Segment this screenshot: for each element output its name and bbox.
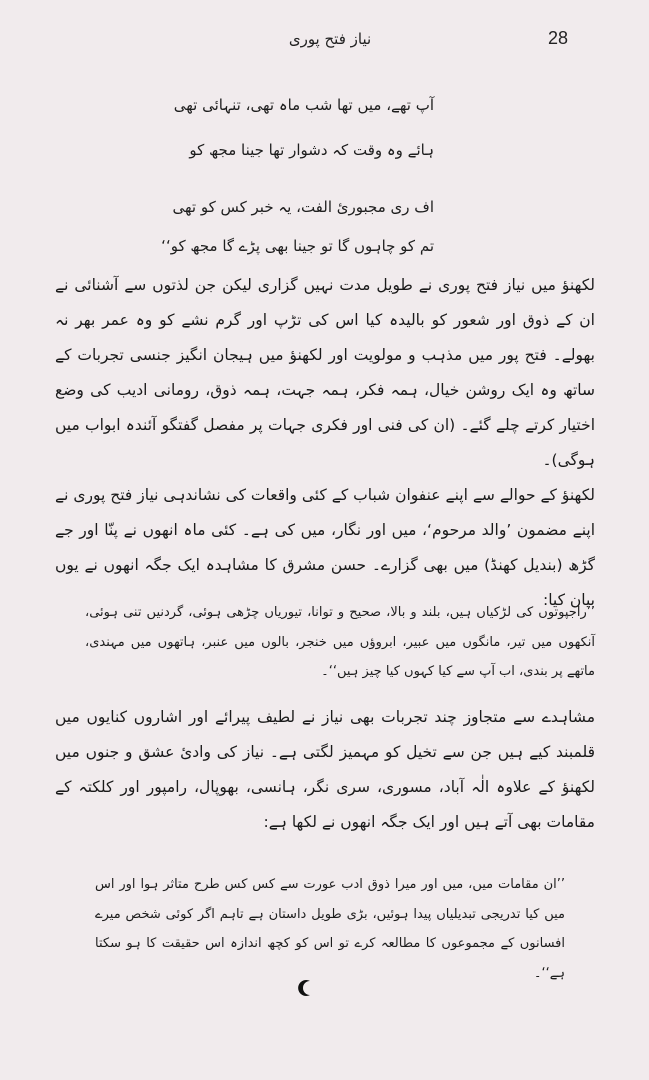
running-header-title: نیاز فتح پوری bbox=[288, 30, 372, 48]
paragraph-3: مشاہدے سے متجاوز چند تجربات بھی نیاز نے لطیف پیرائے اور اشاروں کنایوں میں قلمبند کیے ہیں جن سے تخیل کو مہمیز لگتی ہے۔ نیاز کی وادیٔ عشق و جنوں میں لکھنؤ کے علاوہ الٰہ آباد، مسوری، سری نگر، ہانسی، بھوپال، رامپور اور کلکتہ کے مقامات بھی آتے ہیں اور ایک جگہ انھوں نے لکھا ہے: bbox=[55, 708, 595, 831]
paragraph-2: لکھنؤ کے حوالے سے اپنے عنفوان شباب کے کئی واقعات کی نشاندہی نیاز فتح پوری نے اپنے مضمون ’والد مرحوم‘، میں اور نگار، میں کی ہے۔ کئی ماہ انھوں نے پنّا اور جے گڑھ (بندیل کھنڈ) میں بھی گزارے۔ حسن مشرق کا مشاہدہ ایک جگہ انھوں نے یوں بیان کیا: bbox=[55, 486, 595, 609]
paragraph-1: لکھنؤ میں نیاز فتح پوری نے طویل مدت نہیں گزاری لیکن جن لذتوں سے آشنائی نے ان کے ذوق اور شعور کو بالیدہ کیا اس کی تڑپ اور گرم نشے کو وہ عمر بھر نہ بھولے۔ فتح پور میں مذہب و مولویت اور لکھنؤ میں ہیجان انگیز جنسی تجربات کے ساتھ وہ ایک روشن خیال، ہمہ فکر، ہمہ جہت، ہمہ ذوق، رومانی ادیب کی وضع اختیار کرتے چلے گئے۔ (ان کی فنی اور فکری جہات پر مفصل گفتگو آئندہ ابواب میں ہوگی)۔ bbox=[55, 276, 595, 469]
page-number: 28 bbox=[548, 28, 569, 48]
poem-line-3: اف ری مجبوریٔ الفت، یہ خبر کس کو تھی bbox=[172, 198, 434, 216]
block-quote-2: ’’ان مقامات میں، میں اور میرا ذوق ادب عورت سے کس کس طرح متاثر ہوا اور اس میں کیا تدریجی تبدیلیاں پیدا ہوئیں، بڑی طویل داستان ہے تاہم اگر کوئی شخص میرے افسانوں کے مجموعوں کا مطالعہ کرے تو اس کو کچھ اندازہ اس حقیقت کا ہو سکتا ہے‘‘۔ bbox=[95, 877, 565, 981]
poem-line-2: ہائے وہ وقت کہ دشوار تھا جینا مجھ کو bbox=[189, 141, 434, 159]
poem-line-4: تم کو چاہوں گا تو جینا بھی پڑے گا مجھ کو‘‘ bbox=[161, 237, 434, 255]
poem-line-1: آپ تھے، میں تھا شب ماہ تھی، تنہائی تھی bbox=[173, 96, 434, 114]
crescent-ornament-icon bbox=[297, 978, 317, 998]
block-quote-1: ’’راجپوتوں کی لڑکیاں ہیں، بلند و بالا، صحیح و توانا، تیوریاں چڑھی ہوئی، گردنیں تنی ہوئی، آنکھوں میں تیر، مانگوں میں عبیر، ابروؤں میں خنجر، بالوں میں عنبر، ہاتھوں میں مہندی، ماتھے پر بندی، اب آپ سے کیا کہوں کیا چیز ہیں‘‘۔ bbox=[85, 605, 595, 679]
